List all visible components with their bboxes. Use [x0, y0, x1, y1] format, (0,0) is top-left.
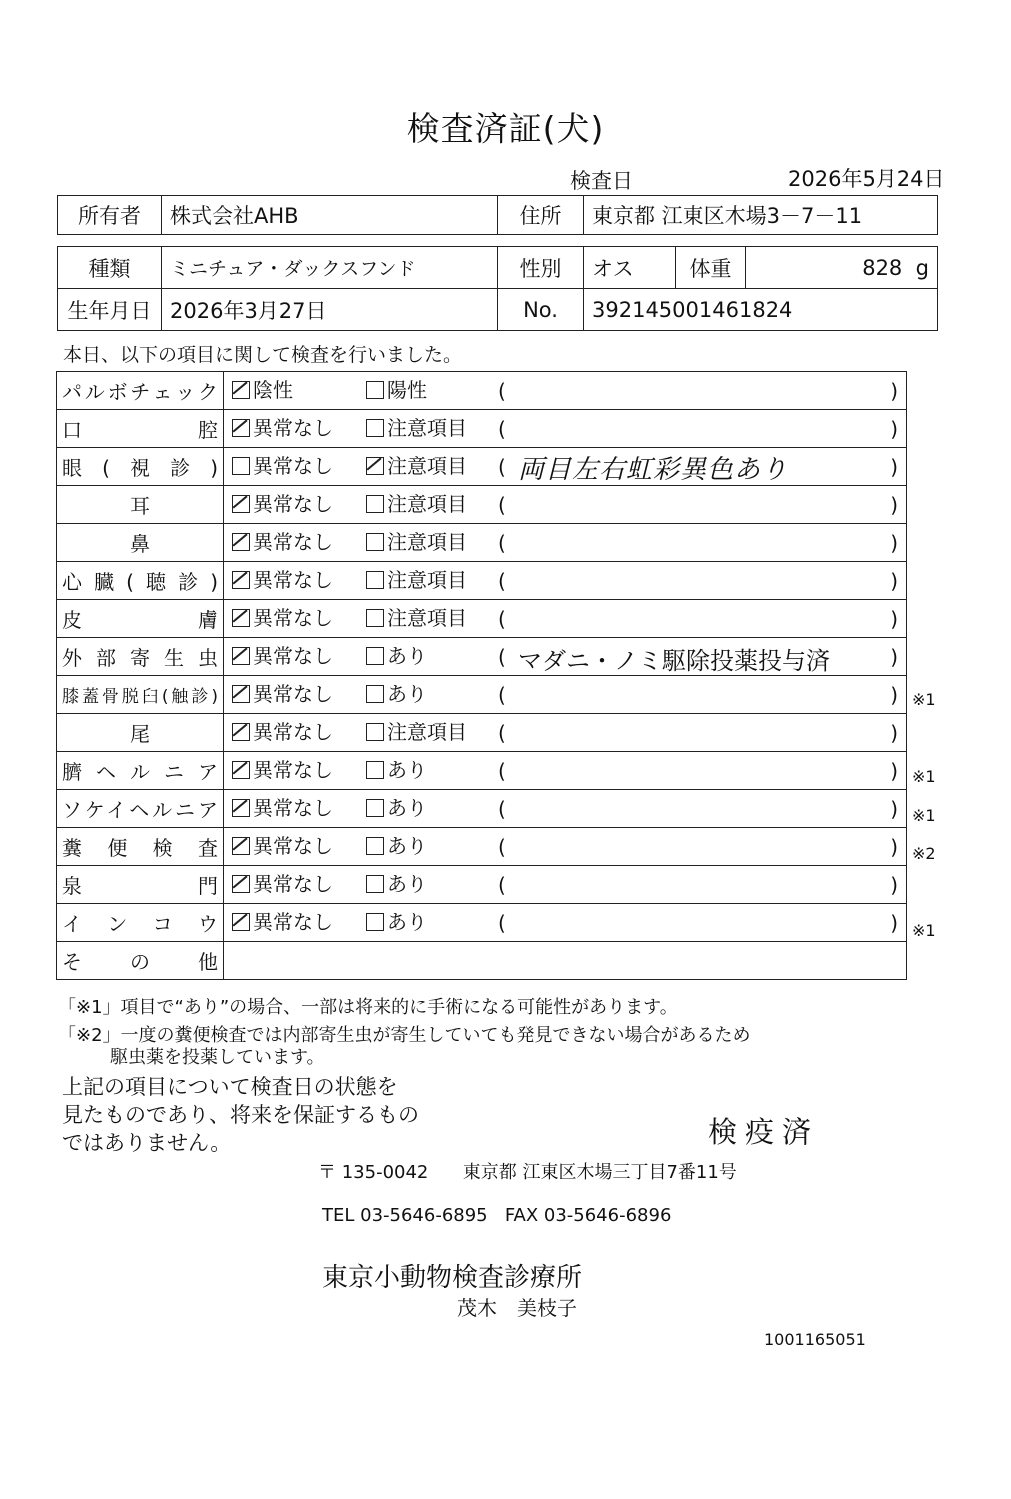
close-paren: ) [890, 720, 898, 745]
sex-label: 性別 [498, 247, 584, 289]
checkup-item-label: 糞便検査 [57, 828, 224, 866]
option-2 [366, 868, 498, 897]
other-label: その他 [57, 942, 224, 980]
checkup-item-label: ソケイヘルニア [57, 790, 224, 828]
checkbox-icon [366, 495, 384, 513]
open-paren: ( [498, 758, 506, 783]
open-paren: ( [498, 644, 506, 669]
checkup-item-label: 皮膚 [57, 600, 224, 638]
close-paren: ) [890, 492, 898, 517]
checkbox-icon [232, 647, 250, 665]
option-2 [366, 374, 498, 403]
open-paren: ( [498, 378, 506, 403]
clinic-name: 東京小動物検査診療所 [322, 1263, 583, 1293]
close-paren: ) [890, 910, 898, 935]
close-paren: ) [890, 834, 898, 859]
weight-label: 体重 [676, 247, 746, 289]
option-2 [366, 640, 498, 669]
close-paren: ) [890, 416, 898, 441]
checkup-item-label: 尾 [57, 714, 224, 752]
fax-number: FAX 03-5646-6896 [504, 1205, 672, 1226]
postal-code: 〒 135-0042 [318, 1162, 429, 1183]
other-value [224, 942, 907, 980]
close-paren: ) [890, 378, 898, 403]
checkup-options [224, 790, 907, 828]
option-1 [224, 906, 366, 935]
checkup-row [57, 448, 907, 486]
checkbox-icon [366, 723, 384, 741]
remarks [498, 909, 898, 939]
remarks [498, 871, 898, 901]
checkbox-icon [232, 799, 250, 817]
no-value: 392145001461824 [584, 289, 938, 331]
checkup-item-label: 膝蓋骨脱臼(触診) [57, 676, 224, 714]
street-address: 東京都 江東区木場三丁目7番11号 [462, 1162, 737, 1183]
checkup-row [57, 828, 907, 866]
close-paren: ) [890, 796, 898, 821]
disclaimer-line: 見たものであり、将来を保証するもの [62, 1103, 419, 1127]
option-2-label: 注意項目 [387, 530, 467, 555]
checkup-options [224, 486, 907, 524]
no-label: No. [498, 289, 584, 331]
option-1-label: 異常なし [253, 644, 333, 669]
footnote-mark: ※1 [912, 805, 936, 825]
option-1 [224, 602, 366, 631]
checkup-table [56, 371, 907, 980]
remarks-text: マダニ・ノミ駆除投薬投与済 [518, 646, 830, 675]
open-paren: ( [498, 492, 506, 517]
option-2-label: あり [387, 758, 427, 783]
option-1-label: 異常なし [253, 720, 333, 745]
option-2-label: 注意項目 [387, 492, 467, 517]
checkup-row [57, 600, 907, 638]
footnote-mark: ※1 [912, 767, 936, 786]
checkup-row-other [57, 942, 907, 980]
checkup-options [224, 904, 907, 942]
open-paren: ( [498, 416, 506, 441]
checkbox-icon [232, 837, 250, 855]
option-2 [366, 716, 498, 745]
inspection-date-label: 検査日 [570, 169, 633, 193]
weight-value: 828 [862, 255, 903, 280]
close-paren: ) [890, 682, 898, 707]
address-label: 住所 [498, 196, 584, 235]
checkbox-icon [366, 419, 384, 437]
option-1 [224, 678, 366, 707]
checkup-options [224, 828, 907, 866]
checkup-row [57, 638, 907, 676]
checkup-row [57, 372, 907, 410]
close-paren: ) [890, 454, 898, 479]
remarks [498, 719, 898, 749]
option-2 [366, 564, 498, 593]
checkup-item-label: 泉門 [57, 866, 224, 904]
remarks [498, 491, 898, 521]
checkbox-icon [366, 609, 384, 627]
remarks [498, 795, 898, 825]
option-2-label: あり [387, 644, 427, 669]
type-label: 種類 [58, 247, 162, 289]
footnote-mark: ※2 [912, 844, 936, 864]
tel-number: TEL 03-5646-6895 [322, 1205, 488, 1226]
open-paren: ( [498, 530, 506, 555]
footnote-2-line1: 「※2」一度の糞便検査では内部寄生虫が寄生していても発見できない場合があるため [58, 1025, 751, 1046]
option-2-label: あり [387, 910, 427, 935]
checkbox-icon [232, 609, 250, 627]
option-2-label: 注意項目 [387, 568, 467, 593]
document-title: 検査済証(犬) [406, 109, 605, 148]
intro-text: 本日、以下の項目に関して検査を行いました。 [63, 344, 463, 366]
option-2 [366, 450, 498, 479]
checkup-row [57, 562, 907, 600]
option-2 [366, 830, 498, 859]
checkup-options [224, 752, 907, 790]
remarks [498, 453, 898, 483]
checkup-options [224, 866, 907, 904]
checkup-options [224, 638, 907, 676]
sex-value: オス [584, 247, 676, 289]
checkup-item-label: 眼(視診) [57, 448, 224, 486]
open-paren: ( [498, 682, 506, 707]
pet-table [57, 246, 938, 331]
option-1 [224, 792, 366, 821]
option-2-label: あり [387, 682, 427, 707]
option-1 [224, 830, 366, 859]
checkbox-icon [232, 495, 250, 513]
option-2-label: あり [387, 796, 427, 821]
footnote-1: 「※1」項目で“あり”の場合、一部は将来的に手術になる可能性があります。 [58, 997, 678, 1018]
option-2-label: あり [387, 834, 427, 859]
close-paren: ) [890, 872, 898, 897]
open-paren: ( [498, 872, 506, 897]
option-2 [366, 754, 498, 783]
option-1 [224, 412, 366, 441]
checkbox-icon [232, 571, 250, 589]
checkup-item-label: 外部寄生虫 [57, 638, 224, 676]
checkup-row [57, 904, 907, 942]
quarantine-stamp: 検疫済 [708, 1115, 820, 1149]
remarks [498, 833, 898, 863]
remarks [498, 681, 898, 711]
disclaimer-line: 上記の項目について検査日の状態を [62, 1075, 398, 1099]
checkbox-icon [366, 457, 384, 475]
open-paren: ( [498, 454, 506, 479]
option-1-label: 異常なし [253, 606, 333, 631]
type-value: ミニチュア・ダックスフンド [162, 247, 498, 289]
option-1-label: 異常なし [253, 416, 333, 441]
remarks [498, 757, 898, 787]
clinic-address [318, 1158, 737, 1184]
veterinarian-name: 茂木 美枝子 [457, 1296, 577, 1320]
footnote-2-line2: 駆虫薬を投薬しています。 [110, 1047, 325, 1068]
option-1 [224, 374, 366, 403]
checkup-item-label: 臍ヘルニア [57, 752, 224, 790]
remarks [498, 529, 898, 559]
option-1 [224, 450, 366, 479]
checkbox-icon [366, 647, 384, 665]
open-paren: ( [498, 834, 506, 859]
checkup-item-label: 心臓(聴診) [57, 562, 224, 600]
checkbox-icon [366, 761, 384, 779]
checkup-options [224, 372, 907, 410]
close-paren: ) [890, 606, 898, 631]
disclaimer [62, 1073, 419, 1157]
birth-value: 2026年3月27日 [162, 289, 498, 331]
checkup-options [224, 524, 907, 562]
close-paren: ) [890, 530, 898, 555]
close-paren: ) [890, 568, 898, 593]
open-paren: ( [498, 606, 506, 631]
checkbox-icon [232, 419, 250, 437]
option-2 [366, 602, 498, 631]
option-2-label: 陽性 [387, 378, 427, 403]
checkbox-icon [232, 381, 250, 399]
option-2 [366, 792, 498, 821]
option-1-label: 異常なし [253, 454, 333, 479]
option-1-label: 陰性 [253, 378, 293, 403]
checkbox-icon [232, 723, 250, 741]
remarks [498, 605, 898, 635]
checkup-row [57, 752, 907, 790]
checkup-options [224, 562, 907, 600]
option-1 [224, 526, 366, 555]
option-1-label: 異常なし [253, 492, 333, 517]
option-2 [366, 526, 498, 555]
checkbox-icon [366, 913, 384, 931]
option-2 [366, 488, 498, 517]
address-value: 東京都 江東区木場3－7－11 [584, 196, 938, 235]
open-paren: ( [498, 796, 506, 821]
option-1 [224, 488, 366, 517]
option-2 [366, 906, 498, 935]
option-2-label: 注意項目 [387, 720, 467, 745]
checkup-item-label: 鼻 [57, 524, 224, 562]
disclaimer-line: ではありません。 [62, 1131, 232, 1155]
checkbox-icon [232, 913, 250, 931]
checkup-row [57, 714, 907, 752]
checkbox-icon [366, 837, 384, 855]
checkup-item-label: 口腔 [57, 410, 224, 448]
option-1-label: 異常なし [253, 796, 333, 821]
checkbox-icon [232, 685, 250, 703]
option-1 [224, 754, 366, 783]
footnote-mark: ※1 [912, 689, 936, 709]
checkup-item-label: パルボチェック [57, 372, 224, 410]
owner-label: 所有者 [58, 196, 162, 235]
option-2-label: 注意項目 [387, 454, 467, 479]
open-paren: ( [498, 720, 506, 745]
checkup-options [224, 410, 907, 448]
option-2-label: 注意項目 [387, 606, 467, 631]
checkup-item-label: 耳 [57, 486, 224, 524]
option-2 [366, 678, 498, 707]
checkbox-icon [232, 533, 250, 551]
option-1 [224, 868, 366, 897]
checkbox-icon [366, 685, 384, 703]
checkup-item-label: インコウ [57, 904, 224, 942]
checkup-row [57, 790, 907, 828]
owner-table [57, 195, 938, 235]
option-1 [224, 564, 366, 593]
remarks [498, 415, 898, 445]
checkbox-icon [366, 799, 384, 817]
option-1-label: 異常なし [253, 834, 333, 859]
option-1-label: 異常なし [253, 682, 333, 707]
remarks [498, 567, 898, 597]
option-2 [366, 412, 498, 441]
checkbox-icon [366, 875, 384, 893]
checkup-options [224, 676, 907, 714]
checkup-row [57, 410, 907, 448]
option-1-label: 異常なし [253, 568, 333, 593]
open-paren: ( [498, 910, 506, 935]
checkup-row [57, 866, 907, 904]
remarks [498, 377, 898, 407]
checkbox-icon [366, 533, 384, 551]
checkup-row [57, 676, 907, 714]
footnote-mark: ※1 [912, 921, 936, 941]
birth-label: 生年月日 [58, 289, 162, 331]
remarks [498, 643, 898, 673]
document-id: 1001165051 [764, 1330, 866, 1349]
weight-unit: g [915, 255, 929, 280]
option-1-label: 異常なし [253, 530, 333, 555]
checkbox-icon [232, 875, 250, 893]
remarks-text: 両目左右虹彩異色あり [518, 454, 789, 485]
checkbox-icon [232, 761, 250, 779]
close-paren: ) [890, 644, 898, 669]
option-2-label: 注意項目 [387, 416, 467, 441]
inspection-date-value: 2026年5月24日 [788, 167, 945, 191]
checkbox-icon [232, 457, 250, 475]
open-paren: ( [498, 568, 506, 593]
checkup-options [224, 448, 907, 486]
close-paren: ) [890, 758, 898, 783]
option-1-label: 異常なし [253, 910, 333, 935]
checkbox-icon [366, 381, 384, 399]
owner-value: 株式会社AHB [162, 196, 498, 235]
option-1-label: 異常なし [253, 758, 333, 783]
option-1-label: 異常なし [253, 872, 333, 897]
option-1 [224, 640, 366, 669]
checkbox-icon [366, 571, 384, 589]
clinic-contact [322, 1205, 671, 1226]
checkup-row [57, 486, 907, 524]
option-2-label: あり [387, 872, 427, 897]
checkup-options [224, 600, 907, 638]
checkup-options [224, 714, 907, 752]
weight-cell [746, 247, 938, 289]
checkup-row [57, 524, 907, 562]
option-1 [224, 716, 366, 745]
